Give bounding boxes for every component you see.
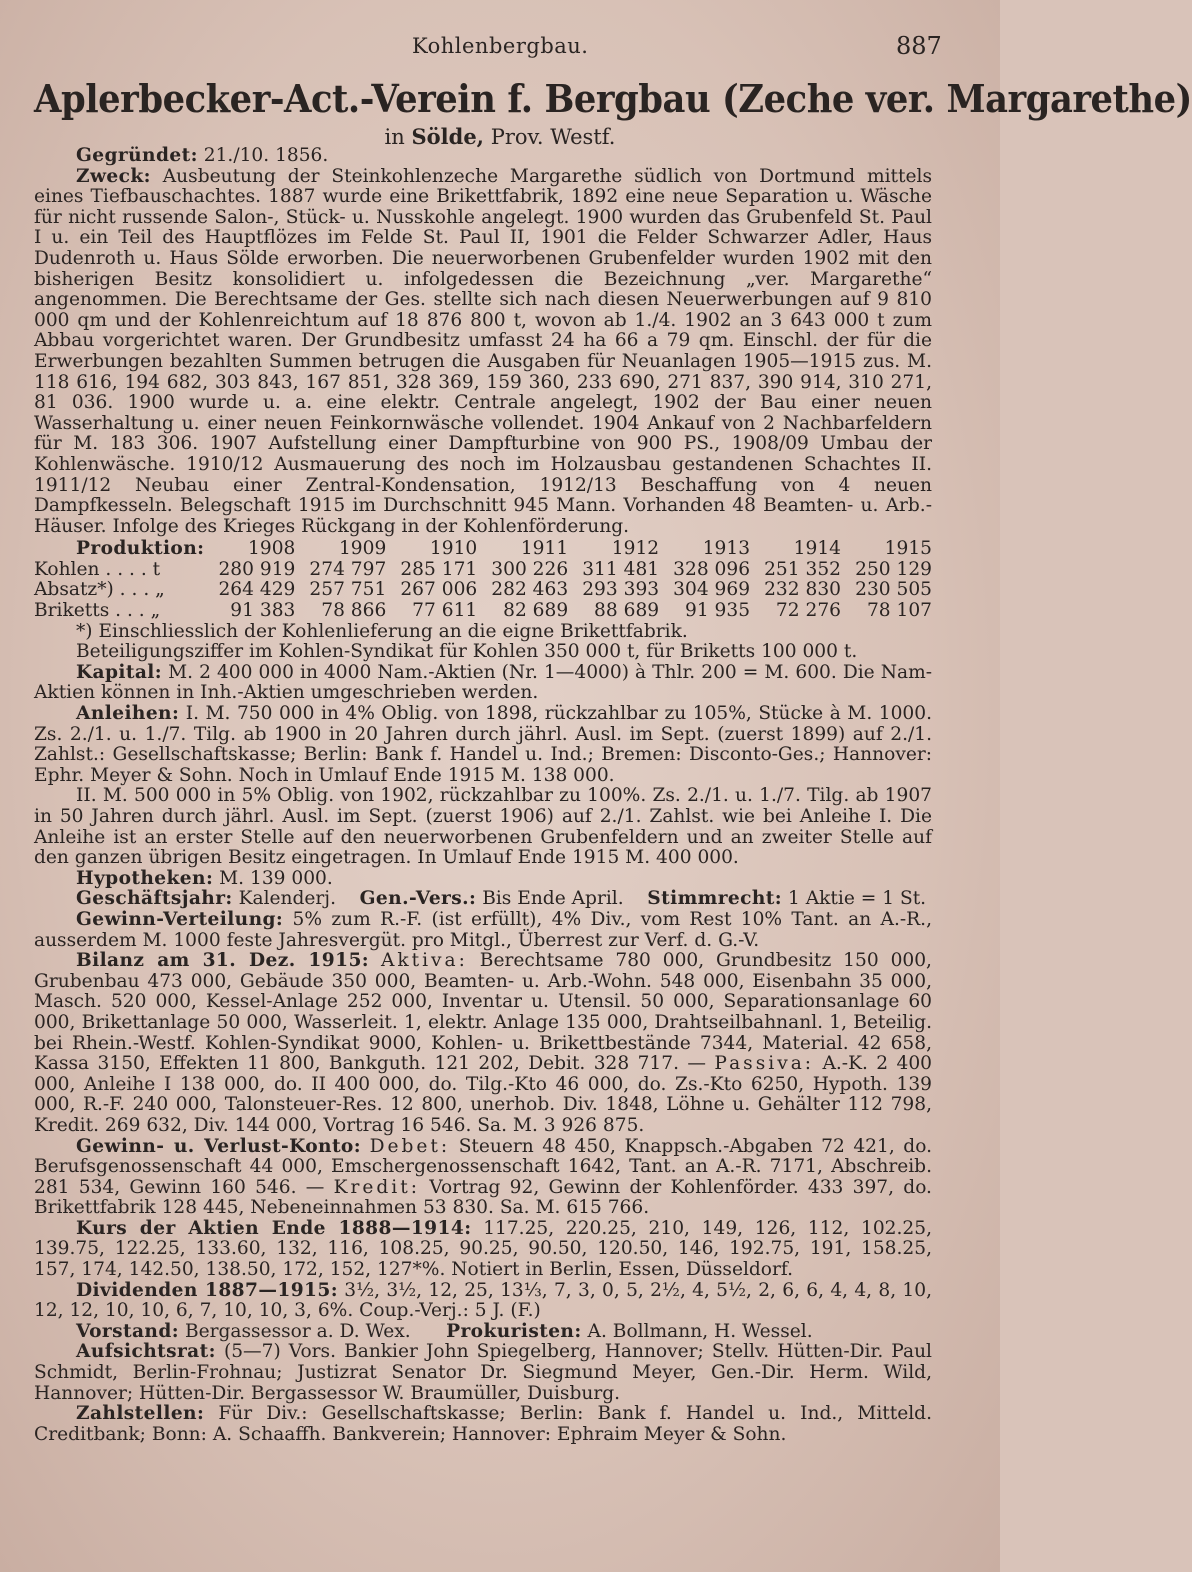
profit-distribution-paragraph — [34, 910, 932, 951]
production-label: Produktion: — [76, 538, 205, 560]
table-cell: 88 689 — [594, 600, 660, 622]
mortgages-text: M. 139 000. — [219, 867, 333, 889]
board-text: Bergassessor a. D. Wex. — [184, 1320, 411, 1342]
balance-label: Bilanz am 31. Dez. 1915: — [76, 950, 370, 972]
paying-agents-text: Für Div.: Gesellschaftskasse; Berlin: Bank f. Handel u. Ind., Mitteld. Creditbank; Bonn: A. Schaaffh. Bankverein; Hannover: Ephraim Meyer & Sohn. — [34, 1403, 932, 1445]
purpose-paragraph — [34, 167, 932, 538]
location-town: Sölde, — [411, 124, 484, 149]
fiscal-year-text: Kalenderj. — [238, 888, 336, 910]
meeting-paragraph — [34, 889, 932, 910]
production-row-coal — [34, 560, 932, 581]
loans-paragraph — [34, 704, 932, 786]
share-price-paragraph — [34, 1219, 932, 1281]
section-title: Kohlenbergbau. — [412, 34, 589, 58]
table-cell: 78 866 — [321, 600, 387, 622]
paying-agents-label: Zahlstellen: — [76, 1403, 205, 1425]
production-header-row — [34, 539, 932, 560]
board-label: Vorstand: — [76, 1320, 180, 1342]
table-cell: 72 276 — [775, 600, 841, 622]
table-cell: 78 107 — [866, 600, 932, 622]
table-cell: 91 383 — [230, 600, 296, 622]
capital-paragraph — [34, 663, 932, 704]
liabilities-label: Passiva: — [714, 1053, 815, 1075]
year-header: 1912 — [611, 538, 660, 560]
production-table — [34, 539, 932, 621]
dividends-label: Dividenden 1887—1915: — [76, 1279, 338, 1301]
debit-text: Steuern 48 450, Knappsch.-Abgaben 72 421, do. Berufsgenossenschaft 44 000, Emschergenossenschaft 1642, Tant. an A.-R. 7171, Abschreib. 281 534, Gewinn 160 546. — — [34, 1135, 932, 1198]
table-cell: 77 611 — [412, 600, 478, 622]
general-meeting-label: Gen.-Vers.: — [359, 888, 477, 910]
table-cell: 311 481 — [582, 558, 660, 580]
company-headline: Aplerbecker-Act.-Verein f. Bergbau (Zeche ver. Margarethe) — [34, 76, 1192, 121]
year-header: 1914 — [793, 538, 841, 560]
row-label: Absatz*) . . . „ — [34, 579, 165, 601]
running-head — [0, 34, 1000, 64]
general-meeting-text: Bis Ende April. — [482, 888, 624, 910]
year-header: 1908 — [248, 538, 296, 560]
capital-label: Kapital: — [76, 661, 163, 683]
loans-text-1: I. M. 750 000 in 4% Oblig. von 1898, rückzahlbar zu 105%, Stücke à M. 1000. Zs. 2./1. u. 1./7. Tilg. ab 1900 in 20 Jahren durch jährl. Ausl. im Sept. (zuerst 1899) auf 2./1. Zahlst.: Gesellschaftskasse; Berlin: Bank f. Handel u. Ind.; Bremen: Disconto-Ges.; Hannover: Ephr. Meyer & Sohn. Noch in Umlauf Ende 1915 M. 138 000. — [34, 703, 932, 786]
table-cell: 230 505 — [855, 579, 932, 601]
founded-label: Gegründet: — [76, 145, 198, 166]
purpose-text: Ausbeutung der Steinkohlenzeche Margarethe südlich von Dortmund mittels eines Tiefbauschachtes. 1887 wurde eine Brikettfabrik, 1892 eine neue Separation u. Wäsche für nicht russende Salon-, Stück- u. Nusskohle angelegt. 1900 wurden das Grubenfeld St. Paul I u. ein Teil des Hauptflözes im Felde St. Paul II, 1901 die Felder Schwarzer Adler, Haus Dudenroth u. Haus Sölde erworben. Die neuerworbenen Grubenfelder wurden 1902 mit den bisherigen Besitz konsolidiert u. infolgedessen die Bezeichnung „ver. Margarethe“ angenommen. Die Berechtsame der Ges. stellte sich nach diesen Neuerwerbungen auf 9 810 000 qm und der Kohlenreichtum auf 18 876 800 t, wovon ab 1./4. 1902 an 3 643 000 t zum Abbau vorgerichtet waren. Der Grundbesitz umfasst 24 ha 66 a 79 qm. Einschl. der für die Erwerbungen bezahlten Summen betrugen die Ausgaben für Neuanlagen 1905—1915 zus. M. 118 616, 194 682, 303 843, 167 851, 328 369, 159 360, 233 690, 271 837, 390 914, 310 271, 81 036. 1900 wurde u. a. eine elektr. Centrale angelegt, 1902 der Bau einer neuen Wasserhaltung u. einer neuen Feinkornwäsche vollendet. 1904 Ankauf von 2 Nachbarfeldern für M. 183 306. 1907 Aufstellung einer Dampfturbine von 900 PS., 1908/09 Umbau der Kohlenwäsche. 1910/12 Ausmauerung des noch im Holzausbau gestandenen Schachtes II. 1911/12 Neubau einer Zentral-Kondensation, 1912/13 Beschaffung von 4 neuen Dampfkesseln. Belegschaft 1915 im Durchschnitt 945 Mann. Vorhanden 48 Beamten- u. Arb.-Häuser. Infolge des Krieges Rückgang in der Kohlenförderung. — [34, 165, 932, 537]
table-cell: 300 226 — [491, 558, 569, 580]
voting-right-text: 1 Aktie = 1 St. — [787, 888, 927, 910]
proxies-text: A. Bollmann, H. Wessel. — [587, 1320, 813, 1342]
table-cell: 251 352 — [764, 558, 841, 580]
balance-paragraph — [34, 951, 932, 1136]
production-row-sales — [34, 580, 932, 601]
syndicate-paragraph: Beteiligungsziffer im Kohlen-Syndikat für Kohlen 350 000 t, für Briketts 100 000 t. — [76, 641, 858, 663]
table-cell: 274 797 — [309, 558, 387, 580]
entry-body — [34, 146, 932, 1445]
table-cell: 264 429 — [218, 579, 296, 601]
location-prefix: in — [384, 125, 405, 149]
profit-distribution-label: Gewinn-Verteilung: — [76, 908, 284, 930]
profit-loss-paragraph — [34, 1137, 932, 1219]
location-rest: Prov. Westf. — [490, 125, 616, 149]
table-cell: 82 689 — [503, 600, 569, 622]
year-header: 1915 — [884, 538, 932, 560]
production-footnote: *) Einschliesslich der Kohlenlieferung an die eigne Brikettfabrik. — [76, 620, 688, 642]
share-price-label: Kurs der Aktien Ende 1888—1914: — [76, 1217, 472, 1239]
production-row-briquettes — [34, 601, 932, 622]
founded-paragraph — [34, 146, 932, 167]
loans-label: Anleihen: — [76, 703, 180, 725]
assets-label: Aktiva: — [380, 950, 468, 972]
table-cell: 280 919 — [218, 558, 296, 580]
credit-text: Vortrag 92, Gewinn der Kohlenförder. 433 397, do. Brikettfabrik 128 445, Nebeneinnahmen 53 830. Sa. M. 615 766. — [34, 1176, 932, 1219]
supervisory-board-paragraph — [34, 1342, 932, 1404]
year-header: 1910 — [429, 538, 478, 560]
debit-label: Debet: — [369, 1135, 451, 1157]
mortgages-paragraph — [34, 869, 932, 890]
row-label: Kohlen . . . . t — [34, 558, 161, 580]
supervisory-board-label: Aufsichtsrat: — [76, 1341, 216, 1363]
table-cell: 293 393 — [582, 579, 660, 601]
year-header: 1909 — [338, 538, 387, 560]
dividends-text: 3½, 3½, 12, 25, 13⅓, 7, 3, 0, 5, 2½, 4, 5½, 2, 6, 6, 4, 4, 8, 10, 12, 12, 10, 10, 6, 7, 10, 10, 3, 6%. Coup.-Verj.: 5 J. (F.) — [34, 1279, 932, 1322]
capital-text: M. 2 400 000 in 4000 Nam.-Aktien (Nr. 1—4000) à Thlr. 200 = M. 600. Die Nam-Aktien können in Inh.-Aktien umgeschrieben werden. — [34, 661, 932, 704]
year-header: 1911 — [520, 538, 569, 560]
assets-text: Berechtsame 780 000, Grundbesitz 150 000, Grubenbau 473 000, Gebäude 350 000, Beamten- u. Arb.-Wohn. 548 000, Eisenbahn 35 000, Masch. 520 000, Kessel-Anlage 252 000, Inventar u. Utensil. 50 000, Separationsanlage 60 000, Brikettanlage 50 000, Wasserleit. 1, elektr. Anlage 135 000, Drahtseilbahnanl. 1, Beteilig. bei Rhein.-Westf. Kohlen-Syndikat 9000, Kohlen- u. Brikettbestände 7344, Material. 42 658, Kassa 3150, Effekten 11 800, Bankguth. 121 202, Debit. 328 717. — — [34, 950, 932, 1075]
table-cell: 285 171 — [400, 558, 478, 580]
credit-label: Kredit: — [333, 1176, 420, 1198]
share-price-text: 117.25, 220.25, 210, 149, 126, 112, 102.25, 139.75, 122.25, 133.60, 132, 116, 108.25, 90.25, 90.50, 120.50, 146, 192.75, 191, 158.25, 157, 174, 142.50, 138.50, 172, 152, 127*%. Notiert in Berlin, Essen, Düsseldorf. — [34, 1217, 932, 1281]
purpose-label: Zweck: — [76, 165, 151, 187]
liabilities-text: A.-K. 2 400 000, Anleihe I 138 000, do. II 400 000, do. Tilg.-Kto 46 000, do. Zs.-Kto 6250, Hypoth. 139 000, R.-F. 240 000, Talonsteuer-Res. 12 800, unerhob. Div. 1848, Löhne u. Gehälter 112 798, Kredit. 269 632, Div. 144 000, Vortrag 16 546. Sa. M. 3 926 875. — [34, 1053, 932, 1136]
dividends-paragraph — [34, 1281, 932, 1322]
fiscal-year-label: Geschäftsjahr: — [76, 888, 233, 910]
paying-agents-paragraph — [34, 1404, 932, 1445]
table-cell: 304 969 — [673, 579, 751, 601]
table-cell: 257 751 — [309, 579, 387, 601]
table-cell: 328 096 — [673, 558, 751, 580]
table-cell: 250 129 — [855, 558, 932, 580]
table-cell: 282 463 — [491, 579, 569, 601]
mortgages-label: Hypotheken: — [76, 867, 214, 889]
table-cell: 267 006 — [400, 579, 478, 601]
page-number: 887 — [896, 32, 942, 60]
table-cell: 232 830 — [764, 579, 841, 601]
proxies-label: Prokuristen: — [446, 1320, 582, 1342]
year-header: 1913 — [702, 538, 751, 560]
profit-distribution-text: 5% zum R.-F. (ist erfüllt), 4% Div., vom Rest 10% Tant. an A.-R., ausserdem M. 1000 feste Jahresvergüt. pro Mitgl., Überrest zur Verf. d. G.-V. — [34, 908, 932, 951]
supervisory-board-text: (5—7) Vors. Bankier John Spiegelberg, Hannover; Stellv. Hütten-Dir. Paul Schmidt, Berlin-Frohnau; Justizrat Senator Dr. Siegmund Meyer, Gen.-Dir. Herm. Wild, Hannover; Hütten-Dir. Bergassessor W. Braumüller, Duisburg. — [34, 1341, 932, 1404]
row-label: Briketts . . . „ — [34, 600, 161, 622]
voting-right-label: Stimmrecht: — [647, 888, 783, 910]
founded-text: 21./10. 1856. — [203, 145, 329, 166]
loans-paragraph-2: II. M. 500 000 in 5% Oblig. von 1902, rückzahlbar zu 100%. Zs. 2./1. u. 1./7. Tilg. ab 1907 in 50 Jahren durch jährl. Ausl. im Sept. (zuerst 1906) auf 2./1. Zahlst. wie bei Anleihe I. Die Anleihe ist an erster Stelle auf den neuerworbenen Grubenfeldern und an zweiter Stelle auf den ganzen übrigen Besitz eingetragen. In Umlauf Ende 1915 M. 400 000. — [34, 785, 932, 869]
management-paragraph — [34, 1322, 932, 1343]
profit-loss-label: Gewinn- u. Verlust-Konto: — [76, 1135, 361, 1157]
table-cell: 91 935 — [684, 600, 751, 622]
